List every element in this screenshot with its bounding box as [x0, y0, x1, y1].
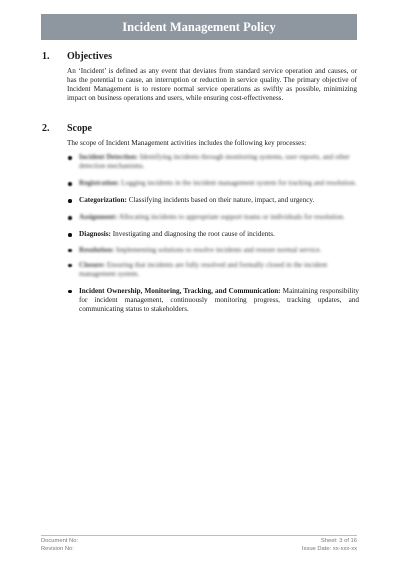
item-text: Investigating and diagnosing the root cause of incidents.: [112, 230, 275, 239]
bullet-icon: [68, 182, 72, 186]
item-term: Closure:: [79, 260, 106, 269]
sheet-label: Sheet: 3 of 16: [320, 538, 357, 544]
bullet-icon: [68, 249, 72, 253]
list-item: [67, 246, 359, 255]
item-term: Categorization:: [79, 196, 127, 205]
bullet-icon: [68, 216, 72, 220]
list-item: [67, 196, 359, 205]
footer-right: [302, 538, 357, 553]
list-item: [67, 153, 359, 171]
item-text: Implementing solutions to resolve incidents and restore normal service.: [115, 245, 322, 254]
item-text: Logging incidents in the incident management system for tracking and resolution.: [121, 179, 357, 188]
list-item: [67, 287, 359, 314]
list-item: [67, 179, 359, 188]
list-item: [67, 213, 359, 222]
scope-intro: The scope of Incident Management activities includes the following key processes:: [67, 139, 307, 147]
section-title: Scope: [67, 123, 92, 134]
section-number: 1.: [42, 51, 50, 62]
bullet-icon: [68, 290, 72, 294]
objectives-paragraph: An ‘Incident’ is defined as any event that deviates from standard service operation and causes, or has the potential to cause, an interruption or reduction in service quality. The primary objective of Incident Management is to restore normal service operations as swiftly as possible, minimizing impact on business operations and users, while ensuring cost-effectiveness.: [67, 67, 357, 103]
list-item: [67, 261, 359, 279]
section-heading-objectives: [42, 51, 112, 62]
item-text: Ensuring that incidents are fully resolved and formally closed in the incident management system.: [79, 260, 328, 278]
item-term: Registration:: [79, 179, 120, 188]
section-number: 2.: [42, 123, 50, 134]
title-banner: [41, 14, 357, 40]
item-term: Resolution:: [79, 245, 115, 254]
section-heading-scope: [42, 123, 92, 134]
list-item: [67, 230, 359, 239]
bullet-icon: [68, 264, 72, 268]
issue-date-label: Issue Date: xx-xxx-xx: [301, 545, 357, 552]
item-term: Assignment:: [79, 213, 118, 222]
bullet-icon: [68, 199, 72, 203]
footer-left: [41, 538, 78, 553]
item-term: Incident Detection:: [79, 153, 138, 161]
section-title: Objectives: [67, 51, 112, 62]
item-term: Diagnosis:: [79, 230, 111, 239]
scope-list: [67, 150, 359, 314]
bullet-icon: [68, 233, 72, 237]
document-title: Incident Management Policy: [122, 19, 276, 34]
item-text: Allocating incidents to appropriate support teams or individuals for resolution.: [118, 213, 345, 222]
item-text: Classifying incidents based on their nature, impact, and urgency.: [128, 196, 315, 205]
item-term: Incident Ownership, Monitoring, Tracking, and Communication:: [79, 286, 281, 295]
footer-divider: [41, 535, 357, 536]
document-number-label: Document No:: [41, 538, 79, 544]
revision-number-label: Revision No:: [41, 545, 74, 552]
item-text: Identifying incidents through monitoring systems, user reports, and other detection mechanisms.: [79, 153, 350, 171]
bullet-icon: [68, 156, 72, 160]
item-text: Maintaining responsibility for incident management, continuously monitoring progress, tracking updates, and communicating status to stakeholders.: [79, 286, 360, 314]
